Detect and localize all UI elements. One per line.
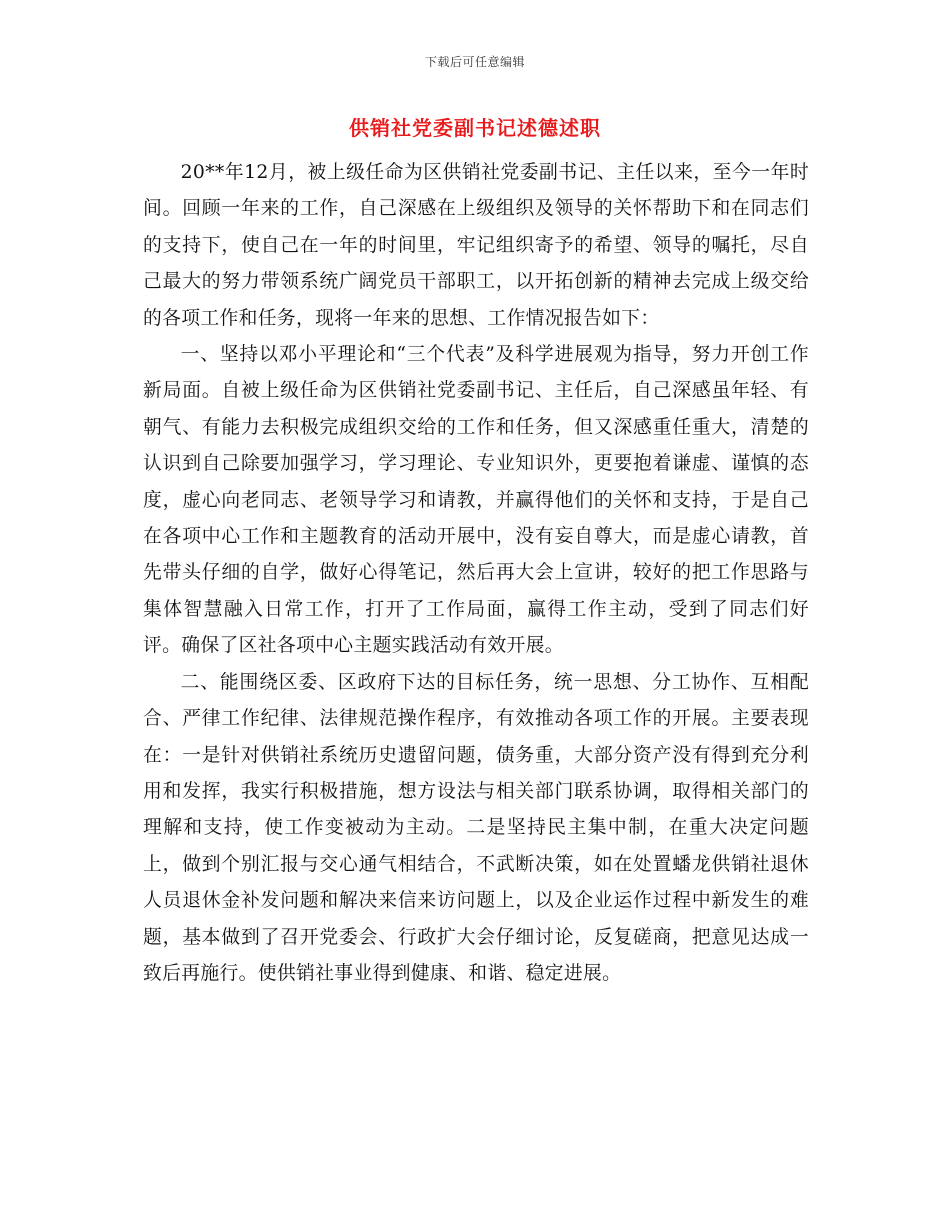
paragraph-section-one: 一、坚持以邓小平理论和“三个代表”及科学进展观为指导，努力开创工作新局面。自被上级任命为区供销社党委副书记、主任后，自己深感虽年轻、有朝气、有能力去积极完成组织交给的工作和任务，但又深感重任重大，清楚的认识到自己除要加强学习，学习理论、专业知识外，更要抱着谦虚、谨慎的态度，虚心向老同志、老领导学习和请教，并赢得他们的关怀和支持，于是自己在各项中心工作和主题教育的活动开展中，没有妄自尊大，而是虚心请教，首先带头仔细的自学，做好心得笔记，然后再大会上宣讲，较好的把工作思路与集体智慧融入日常工作，打开了工作局面，赢得工作主动，受到了同志们好评。确保了区社各项中心主题实践活动有效开展。 <box>143 344 809 657</box>
document-body <box>143 155 809 992</box>
paragraph-section-two: 二、能围绕区委、区政府下达的目标任务，统一思想、分工协作、互相配合、严律工作纪律、法律规范操作程序，有效推动各项工作的开展。主要表现在：一是针对供销社系统历史遗留问题，债务重，大部分资产没有得到充分利用和发挥，我实行积极措施，想方设法与相关部门联系协调，取得相关部门的理解和支持，使工作变被动为主动。二是坚持民主集中制，在重大决定问题上，做到个别汇报与交心通气相结合，不武断决策，如在处置蟠龙供销社退休人员退休金补发问题和解决来信来访问题上，以及企业运作过程中新发生的难题，基本做到了召开党委会、行政扩大会仔细讨论，反复磋商，把意见达成一致后再施行。使供销社事业得到健康、和谐、稳定进展。 <box>143 671 809 984</box>
paragraph-intro: 20**年12月，被上级任命为区供销社党委副书记、主任以来，至今一年时间。回顾一年来的工作，自己深感在上级组织及领导的关怀帮助下和在同志们的支持下，使自己在一年的时间里，牢记组织寄予的希望、领导的嘱托，尽自己最大的努力带领系统广阔党员干部职工，以开拓创新的精神去完成上级交给的各项工作和任务，现将一年来的思想、工作情况报告如下： <box>143 162 809 329</box>
header-note: 下载后可任意编辑 <box>424 55 525 69</box>
document-title: 供销社党委副书记述德述职 <box>349 116 601 140</box>
